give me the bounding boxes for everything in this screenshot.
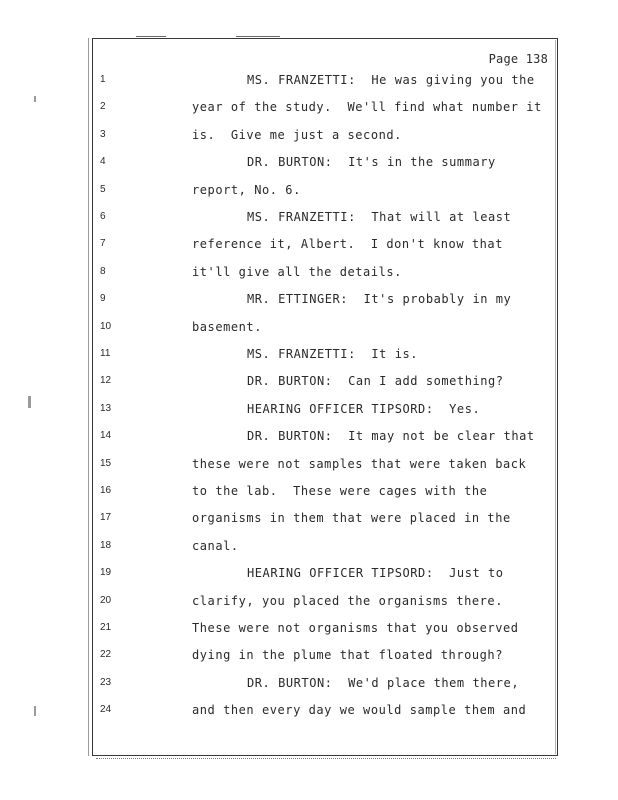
line-text: MR. ETTINGER: It's probably in my: [247, 292, 512, 307]
transcript-line: [92, 344, 552, 364]
transcript-line: [92, 673, 552, 693]
transcript-line: [92, 371, 552, 391]
line-number: 2: [100, 101, 106, 113]
line-number: 19: [100, 567, 112, 579]
transcript-line: [92, 481, 552, 501]
line-number: 17: [100, 512, 112, 524]
line-text: these were not samples that were taken back: [192, 456, 527, 471]
transcript-line: [92, 563, 552, 583]
line-number: 10: [100, 320, 112, 332]
scan-speck: [28, 396, 31, 408]
line-number: 18: [100, 539, 112, 551]
line-number: 22: [100, 649, 112, 661]
line-number: 24: [100, 704, 112, 716]
line-text: DR. BURTON: It's in the summary: [247, 155, 496, 170]
line-text: reference it, Albert. I don't know that: [192, 237, 503, 252]
top-scan-dash: [136, 36, 166, 37]
line-text: to the lab. These were cages with the: [192, 484, 488, 498]
transcript-line: [92, 591, 552, 611]
line-text: MS. FRANZETTI: It is.: [247, 347, 419, 361]
scan-speck: [34, 706, 36, 716]
line-number: 20: [100, 594, 112, 606]
line-number: 4: [100, 156, 106, 168]
line-text: MS. FRANZETTI: That will at least: [247, 210, 512, 224]
line-number: 15: [100, 457, 112, 469]
line-number: 5: [100, 183, 106, 195]
line-number: 1: [100, 74, 106, 85]
line-number: 16: [100, 485, 112, 496]
transcript-line: [92, 618, 552, 638]
line-number: 14: [100, 430, 112, 442]
line-text: HEARING OFFICER TIPSORD: Just to: [247, 566, 504, 581]
line-text: organisms in them that were placed in the: [192, 511, 511, 526]
line-number: 8: [100, 265, 106, 277]
scan-speck: [34, 96, 36, 102]
line-text: clarify, you placed the organisms there.: [192, 593, 503, 608]
transcript-line: [92, 207, 552, 227]
transcript-line: [92, 70, 552, 90]
line-text: dying in the plume that floated through?: [192, 648, 503, 663]
transcript-line: [92, 399, 552, 419]
line-number: 9: [100, 293, 106, 305]
transcript-line: [92, 317, 552, 337]
line-number: 23: [100, 676, 112, 688]
line-number: 3: [100, 128, 106, 140]
line-number: 6: [100, 211, 106, 222]
transcript-line: [92, 125, 552, 145]
line-number: 7: [100, 238, 106, 250]
line-text: DR. BURTON: It may not be clear that: [247, 429, 535, 444]
transcript-line: [92, 508, 552, 528]
line-text: DR. BURTON: We'd place them there,: [247, 675, 520, 690]
line-number: 21: [100, 622, 112, 633]
right-margin-rule: [555, 40, 556, 754]
bottom-rule: [96, 758, 556, 760]
line-number: 12: [100, 375, 112, 387]
line-text: HEARING OFFICER TIPSORD: Yes.: [247, 401, 481, 416]
line-number: 11: [100, 348, 111, 359]
left-margin-rule: [88, 38, 89, 756]
transcript-line: [92, 536, 552, 556]
transcript-line: [92, 152, 552, 172]
page-number: Page 138: [488, 52, 548, 66]
line-number: 13: [100, 402, 112, 414]
transcript-line: [92, 454, 552, 474]
line-text: is. Give me just a second.: [192, 127, 402, 142]
transcript-line: [92, 97, 552, 117]
line-text: canal.: [192, 538, 239, 553]
transcript-line: [92, 700, 552, 720]
line-text: report, No. 6.: [192, 182, 301, 197]
transcript-line: [92, 234, 552, 254]
line-text: basement.: [192, 319, 262, 334]
line-text: and then every day we would sample them and: [192, 703, 527, 718]
top-scan-dash: [236, 36, 280, 37]
line-text: year of the study. We'll find what number it: [192, 100, 542, 115]
line-text: These were not organisms that you observed: [192, 621, 519, 635]
transcript-line: [92, 645, 552, 665]
line-text: DR. BURTON: Can I add something?: [247, 374, 504, 389]
transcript-line: [92, 180, 552, 200]
transcript-line: [92, 426, 552, 446]
transcript-line: [92, 262, 552, 282]
line-text: MS. FRANZETTI: He was giving you the: [247, 73, 535, 87]
line-text: it'll give all the details.: [192, 264, 402, 279]
transcript-line: [92, 289, 552, 309]
